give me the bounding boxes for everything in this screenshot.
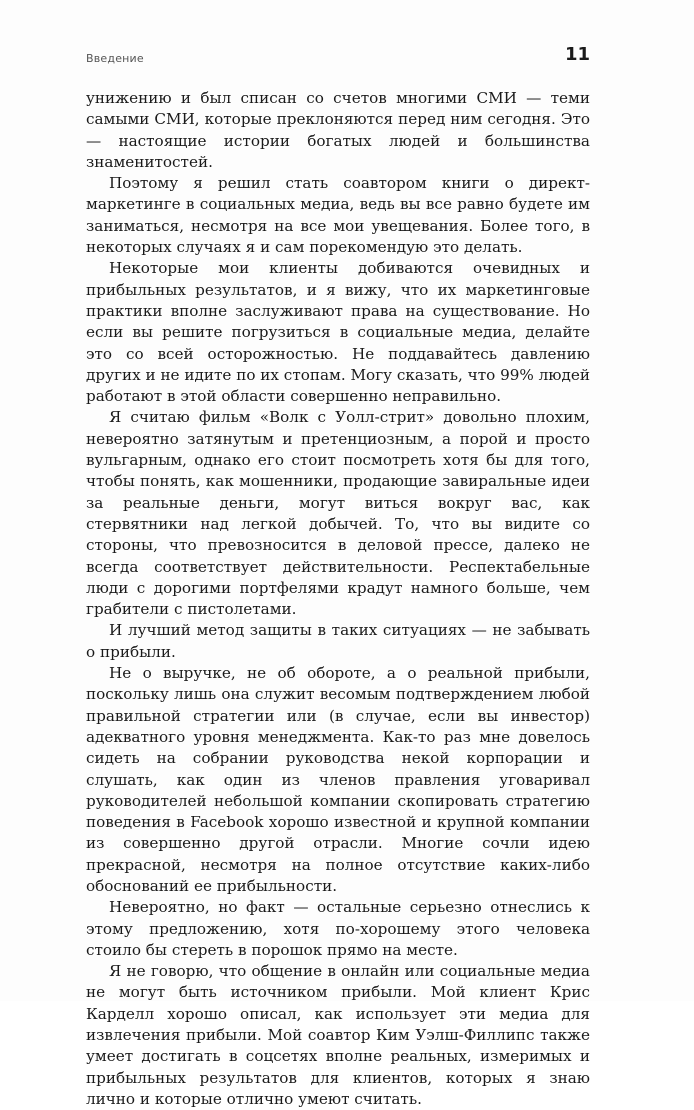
paragraph-8: Я не говорю, что общение в онлайн или социальные медиа не могут быть источником прибыли. Мой клиент Крис Карделл хорошо описал, как использует эти медиа для извлечения прибыли. Мой соавтор Ким Уэлш-Филлипс также умеет достигать в соцсетях вполне реальных, измеримых и прибыльных результатов для клиентов, которых я знаю лично и которые отлично умеют считать. (86, 962, 590, 1108)
paragraph-7: Невероятно, но факт — остальные серьезно отнеслись к этому предложению, хотя по-хорошему этого человека стоило бы стереть в порошок прямо на месте. (86, 898, 590, 959)
paragraph-1: унижению и был списан со счетов многими СМИ — теми самыми СМИ, которые преклоняются перед ним сегодня. Это — настоящие истории богатых людей и большинства знаменитостей. (86, 89, 590, 171)
paragraph-3: Некоторые мои клиенты добиваются очевидных и прибыльных результатов, и я вижу, что их маркетинговые практики вполне заслуживают права на существование. Но если вы решите погрузиться в социальные медиа, делайте это со всей осторожностью. Не поддавайтесь давлению других и не идите по их стопам. Могу сказать, что 99% людей работают в этой области совершенно неправильно. (86, 259, 590, 406)
paragraph-6: Не о выручке, не об обороте, а о реальной прибыли, поскольку лишь она служит весомым подтверждением любой правильной стратегии или (в случае, если вы инвестор) адекватного уровня менеджмента. Как-то раз мне довелось сидеть на собрании руководства некой корпорации и слушать, как один из членов правления уговаривал руководителей небольшой компании скопировать стратегию поведения в Facebook хорошо известной и крупной компании из совершенно другой отрасли. Многие сочли идею прекрасной, несмотря на полное отсутствие каких-либо обоснований ее прибыльности. (86, 664, 590, 895)
running-head: Введение (86, 52, 144, 65)
body-text (86, 88, 590, 1110)
paragraph-2: Поэтому я решил стать соавтором книги о директ-маркетинге в социальных медиа, ведь вы все равно будете им заниматься, несмотря на все мои увещевания. Более того, в некоторых случаях я и сам порекомендую это делать. (86, 174, 590, 257)
paragraph-5: И лучший метод защиты в таких ситуациях — не забывать о прибыли. (86, 621, 590, 661)
paragraph-4: Я считаю фильм «Волк с Уолл-стрит» довольно плохим, невероятно затянутым и претенциозным, а порой и просто вульгарным, однако его стоит посмотреть хотя бы для того, чтобы понять, как мошенники, продающие завиральные идеи за реальные деньги, могут виться вокруг вас, как стервятники над легкой добычей. То, что вы видите со стороны, что превозносится в деловой прессе, далеко не всегда соответствует действительности. Респектабельные люди с дорогими портфелями крадут намного больше, чем грабители с пистолетами. (86, 408, 590, 619)
page-number: 11 (564, 44, 590, 65)
